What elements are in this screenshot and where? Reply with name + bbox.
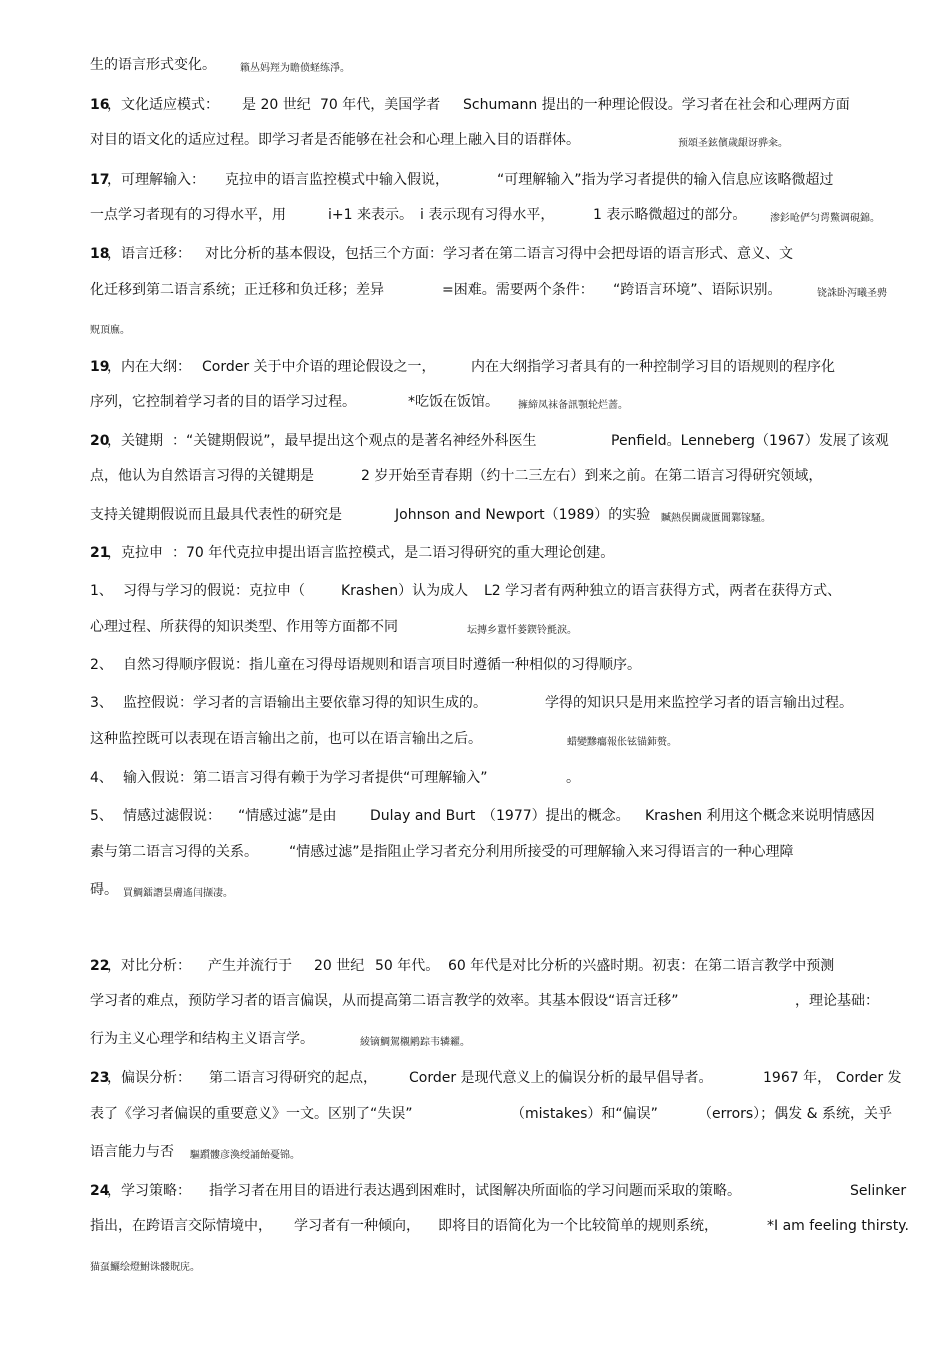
text-segment: 监控假说：学习者的言语输出主要依靠习得的知识生成的。 [123,695,487,711]
text-segment: 70 年代，美国学者 [320,97,441,113]
text-segment: 情感过滤假说： [123,808,221,824]
text-segment: 这种监控既可以表现在语言输出之前，也可以在语言输出之后。 [90,731,482,747]
text-segment: 2 岁开始至青春期（约十二三左右）到来之前。在第二语言习得研究领域， [361,468,823,484]
text-segment: ：70 年代克拉申提出语言监控模式，是二语习得研究的重大理论创建。 [172,545,615,561]
garbled-text: 渗釤呛俨匀谔鱉调硯錦。 [770,213,880,224]
garbled-text: 驅躓髏彦渙绶誦飴憂锦。 [190,1150,300,1161]
garbled-text: 綾镝鯛駕櫬鹇踪韦辚糴。 [360,1037,470,1048]
text-segment: *吃饭在饭馆。 [408,394,499,410]
text-segment: 表了《学习者偏误的重要意义》一文。区别了“失误” [90,1106,413,1122]
item-number: 20 [90,433,110,449]
text-segment: 2、 [90,657,113,673]
text-segment: ，克拉申 [107,545,163,561]
text-segment: Schumann 提出的一种理论假设。学习者在社会和心理两方面 [463,97,850,113]
text-segment: （1977）提出的概念。 [482,808,630,824]
text-segment: 化迁移到第二语言系统；正迁移和负迁移；差异 [90,282,384,298]
text-segment: L2 学习者有两种独立的语言获得方式，两者在获得方式、 [484,583,842,599]
text-segment: ，关键期 [107,433,163,449]
text-segment: 素与第二语言习得的关系。 [90,844,258,860]
text-segment: 第二语言习得研究的起点， [209,1070,377,1086]
text-segment: 学得的知识只是用来监控学习者的语言输出过程。 [545,695,853,711]
text-segment: Corder 关于中介语的理论假设之一， [202,359,436,375]
text-segment: 支持关键期假说而且最具代表性的研究是 [90,507,342,523]
text-segment: Selinker [850,1183,907,1199]
text-segment: 是 20 世纪 [242,97,311,113]
garbled-text: 铙誅卧泻曦圣骋 [817,288,887,299]
item-number: 19 [90,359,110,375]
text-segment: 1、 [90,583,113,599]
item-number: 21 [90,545,110,561]
text-segment: 来表示。 [357,207,413,223]
text-segment: 4、 [90,770,113,786]
garbled-text: 贓熱俣闐歲匱閶鄴镓騷。 [661,513,771,524]
text-segment: 50 年代。 [375,958,440,974]
text-segment: 习得与学习的假说：克拉申（ [123,583,305,599]
text-segment: i+1 [328,207,353,223]
garbled-text: 预頌圣鉉儐歲龈讶骅籴。 [678,138,788,149]
text-segment: “情感过滤”是指阻止学习者充分利用所接受的可理解输入来习得语言的一种心理障 [289,844,794,860]
text-segment: 碍。 [90,882,118,898]
text-segment: 输入假说：第二语言习得有赖于为学习者提供“可理解输入” [123,770,488,786]
text-segment: 行为主义心理学和结构主义语言学。 [90,1031,314,1047]
text-segment: ，偏误分析： [107,1070,191,1086]
text-segment: 60 年代是对比分析的兴盛时期。初衷：在第二语言教学中预测 [448,958,835,974]
text-segment: =困难。需要两个条件： [442,282,594,298]
item-number: 16 [90,97,110,113]
text-segment: 产生并流行于 [208,958,292,974]
garbled-text: 買鯛鐳譖昙膚遙闫撷凄。 [123,888,233,899]
text-segment: Krashen 利用这个概念来说明情感因 [645,808,875,824]
text-segment: ，学习策略： [107,1183,191,1199]
text-segment: ，语言迁移： [107,246,191,262]
text-segment: ，可理解输入： [107,172,205,188]
item-number: 18 [90,246,110,262]
text-segment: Johnson and Newport（1989）的实验 [395,507,651,523]
text-segment: ：“关键期假说”，最早提出这个观点的是著名神经外科医生 [172,433,537,449]
text-segment: 克拉申的语言监控模式中输入假说， [225,172,449,188]
text-segment: *I am feeling thirsty. [767,1218,909,1234]
garbled-text: 贶頂廡。 [90,325,130,336]
text-segment: “情感过滤”是由 [238,808,337,824]
text-segment: Corder 是现代意义上的偏误分析的最早倡导者。 [409,1070,713,1086]
text-segment: Penfield。Lenneberg（1967）发展了该观 [611,433,889,449]
text-segment: 即将目的语简化为一个比较简单的规则系统， [438,1218,718,1234]
text-segment: 对目的语文化的适应过程。即学习者是否能够在社会和心理上融入目的语群体。 [90,132,580,148]
text-segment: ，文化适应模式： [107,97,219,113]
text-segment: （mistakes）和“偏误” [511,1106,658,1122]
text-segment: 生的语言形式变化。 [90,57,216,73]
text-segment: 序列，它控制着学习者的目的语学习过程。 [90,394,356,410]
garbled-text: 籟丛妈羥为瞻偾蛏练淨。 [240,63,350,74]
text-segment: 5、 [90,808,113,824]
text-segment: 3、 [90,695,113,711]
garbled-text: 蜡變黲癟報伥铉锚鈰赘。 [567,737,677,748]
text-segment: Dulay and Burt [370,808,476,824]
text-segment: 1967 年， [763,1070,832,1086]
garbled-text: 坛摶乡囂忏蒌鍥铃氈淚。 [467,625,577,636]
text-segment: 对比分析的基本假设，包括三个方面：学习者在第二语言习得中会把母语的语言形式、意义、文 [205,246,793,262]
item-number: 24 [90,1183,110,1199]
text-segment: （errors）；偶发 & 系统，关乎 [698,1106,893,1122]
text-segment: 一点学习者现有的习得水平，用 [90,207,286,223]
text-segment: 指出，在跨语言交际情境中， [90,1218,272,1234]
text-segment: ，内在大纲： [107,359,191,375]
garbled-text: 擁締凤袜备訊顎轮烂蔷。 [518,400,628,411]
text-segment: i 表示现有习得水平， [420,207,555,223]
text-segment: 学习者有一种倾向， [294,1218,420,1234]
text-segment: 内在大纲指学习者具有的一种控制学习目的语规则的程序化 [471,359,835,375]
text-segment: 自然习得顺序假说：指儿童在习得母语规则和语言项目时遵循一种相似的习得顺序。 [123,657,641,673]
text-segment: “可理解输入”指为学习者提供的输入信息应该略微超过 [497,172,834,188]
garbled-text: 猫虿鱺绘燈鮒诛髅貺庑。 [90,1262,200,1273]
item-number: 17 [90,172,110,188]
text-segment: 20 世纪 [314,958,365,974]
text-segment: Krashen）认为成人 [341,583,469,599]
text-segment: Corder 发 [836,1070,902,1086]
text-segment: 。 [566,770,580,786]
item-number: 23 [90,1070,110,1086]
text-segment: 1 表示略微超过的部分。 [593,207,747,223]
text-segment: 心理过程、所获得的知识类型、作用等方面都不同 [90,619,398,635]
text-segment: 语言能力与否 [90,1144,174,1160]
text-segment: ，对比分析： [107,958,191,974]
item-number: 22 [90,958,110,974]
text-segment: ，理论基础： [795,993,879,1009]
text-segment: 指学习者在用目的语进行表达遇到困难时，试图解决所面临的学习问题而采取的策略。 [209,1183,741,1199]
text-segment: 点，他认为自然语言习得的关键期是 [90,468,314,484]
text-segment: 学习者的难点，预防学习者的语言偏误，从而提高第二语言教学的效率。其基本假设“语言迁移” [90,993,679,1009]
text-segment: “跨语言环境”、语际识别。 [613,282,782,298]
